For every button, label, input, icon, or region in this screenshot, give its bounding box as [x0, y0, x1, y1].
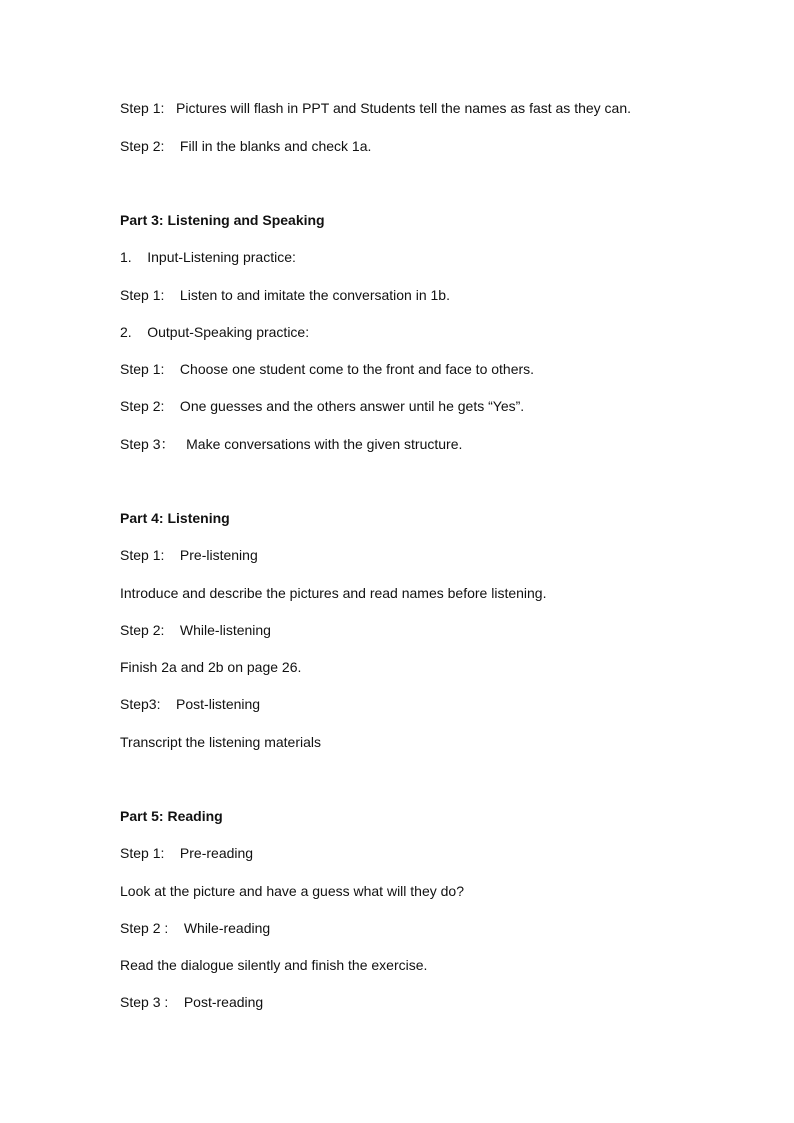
pre-reading-text: Look at the picture and have a guess what will they do?: [120, 883, 464, 899]
while-listening-text: Finish 2a and 2b on page 26.: [120, 659, 302, 675]
part-5-heading: Part 5: Reading: [120, 808, 223, 824]
listen-imitate-step: Step 1: Listen to and imitate the conversation in 1b.: [120, 287, 450, 303]
while-reading-step: Step 2 : While-reading: [120, 920, 271, 936]
choose-student-step: Step 1: Choose one student come to the front and face to others.: [120, 361, 535, 377]
while-reading-text: Read the dialogue silently and finish the exercise.: [120, 957, 428, 973]
part-3-heading: Part 3: Listening and Speaking: [120, 212, 325, 228]
pre-listening-text: Introduce and describe the pictures and read names before listening.: [120, 585, 547, 601]
make-conversations-step: Step 3： Make conversations with the given structure.: [120, 436, 463, 452]
part-4-heading: Part 4: Listening: [120, 510, 230, 526]
post-listening-text: Transcript the listening materials: [120, 734, 322, 750]
guess-answer-step: Step 2: One guesses and the others answer until he gets “Yes”.: [120, 398, 525, 414]
step-2-fill-blanks-line: Step 2: Fill in the blanks and check 1a.: [120, 138, 372, 154]
post-reading-step: Step 3 : Post-reading: [120, 994, 264, 1010]
output-speaking-item: 2. Output-Speaking practice:: [120, 324, 310, 340]
while-listening-step: Step 2: While-listening: [120, 622, 271, 638]
post-listening-step: Step3: Post-listening: [120, 696, 261, 712]
step-1-pictures-line: Step 1: Pictures will flash in PPT and Students tell the names as fast as they can.: [120, 100, 632, 116]
pre-reading-step: Step 1: Pre-reading: [120, 845, 254, 861]
pre-listening-step: Step 1: Pre-listening: [120, 547, 258, 563]
input-listening-item: 1. Input-Listening practice:: [120, 249, 296, 265]
